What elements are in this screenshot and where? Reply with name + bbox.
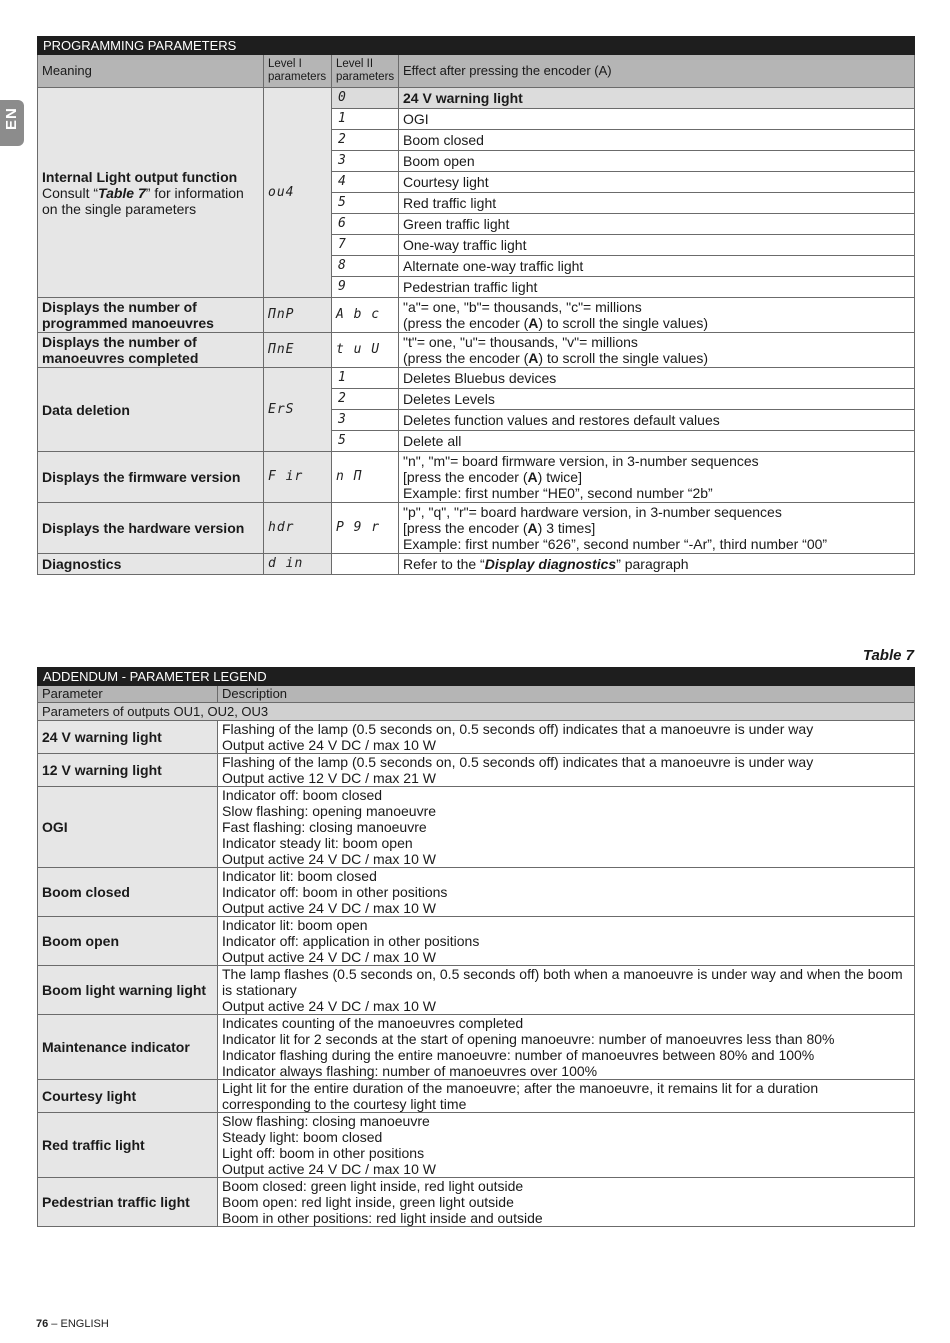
parameter-name-text: Courtesy light — [42, 1088, 137, 1104]
parameter-description — [218, 1080, 915, 1113]
header-effect: Effect after pressing the encoder (A) — [399, 55, 915, 88]
parameter-name-text: Maintenance indicator — [42, 1039, 190, 1055]
table-row — [38, 503, 915, 554]
parameter-description — [218, 917, 915, 966]
level2-code: 1 — [332, 368, 399, 389]
effect-text: "t"= one, "u"= thousands, "v"= millions — [403, 334, 638, 350]
effect-cell: Alternate one-way traffic light — [399, 256, 915, 277]
meaning-text: Data deletion — [42, 401, 130, 418]
description-line: Indicator off: boom in other positions — [222, 884, 448, 900]
effect-text: Example: first number “HE0”, second number “2b” — [403, 485, 713, 501]
header-description: Description — [218, 686, 915, 703]
level2-code: 2 — [332, 389, 399, 410]
table-row — [38, 721, 915, 754]
description-line: Boom closed: green light inside, red light outside — [222, 1178, 524, 1194]
effect-cell: Red traffic light — [399, 193, 915, 214]
light-output-meaning — [38, 88, 264, 298]
parameter-name-text: Boom open — [42, 933, 119, 949]
language-tab-label: EN — [3, 107, 20, 130]
parameter-description — [218, 1015, 915, 1080]
level1-code: ΠnE — [264, 333, 332, 368]
effect-text: ) 3 times] — [537, 520, 596, 536]
level1-code: F ir — [264, 452, 332, 503]
parameter-name — [38, 917, 218, 966]
level2-code: A b c — [332, 298, 399, 333]
effect-cell — [399, 503, 915, 554]
meaning-cell — [38, 554, 264, 575]
parameter-name — [38, 1178, 218, 1227]
parameter-name-text: Pedestrian traffic light — [42, 1194, 190, 1210]
table-caption: PROGRAMMING PARAMETERS — [38, 37, 915, 55]
table-row — [38, 333, 915, 368]
level2-code: 2 — [332, 130, 399, 151]
page-number: 76 — [36, 1318, 49, 1330]
table-row — [38, 368, 915, 389]
level2-code: 3 — [332, 410, 399, 431]
effect-text: [press the encoder ( — [403, 469, 528, 485]
level2-empty — [332, 554, 399, 575]
parameter-description — [218, 868, 915, 917]
effect-text: "p", "q", "r"= board hardware version, in 3-number sequences — [403, 504, 782, 520]
description-line: Output active 24 V DC / max 10 W — [222, 1161, 436, 1177]
effect-text: ) to scroll the single values) — [538, 315, 709, 331]
meaning-text: Displays the number of programmed manoeuvres — [42, 299, 214, 331]
parameter-name — [38, 721, 218, 754]
description-line: Output active 12 V DC / max 21 W — [222, 770, 436, 786]
table-row — [38, 868, 915, 917]
effect-cell: Delete all — [399, 431, 915, 452]
description-line: Light off: boom in other positions — [222, 1145, 425, 1161]
light-output-title: Internal Light output function — [42, 168, 238, 185]
meaning-cell — [38, 298, 264, 333]
level2-code: 7 — [332, 235, 399, 256]
table-row — [38, 917, 915, 966]
encoder-key: A — [528, 315, 539, 331]
description-line: Boom open: red light inside, green light outside — [222, 1194, 514, 1210]
table-row — [38, 1178, 915, 1227]
description-line: Boom in other positions: red light inside and outside — [222, 1210, 543, 1226]
effect-cell: One-way traffic light — [399, 235, 915, 256]
description-line: Slow flashing: closing manoeuvre — [222, 1113, 430, 1129]
table-row — [38, 452, 915, 503]
description-line: Fast flashing: closing manoeuvre — [222, 819, 427, 835]
level1-code: ErS — [264, 368, 332, 452]
footer-lang: ENGLISH — [60, 1318, 109, 1330]
level2-code: 8 — [332, 256, 399, 277]
meaning-text: Displays the number of manoeuvres completed — [42, 334, 199, 366]
description-line: Indicator always flashing: number of manoeuvres over 100% — [222, 1063, 598, 1079]
meaning-text: Consult “ — [42, 184, 99, 201]
level2-code: P 9 r — [332, 503, 399, 554]
effect-cell — [399, 298, 915, 333]
meaning-text: Diagnostics — [42, 556, 122, 572]
description-line: Indicator steady lit: boom open — [222, 835, 413, 851]
description-line: Indicator off: boom closed — [222, 787, 383, 803]
table-caption: ADDENDUM - PARAMETER LEGEND — [38, 668, 915, 686]
level1-code: ou4 — [264, 88, 332, 298]
meaning-cell — [38, 333, 264, 368]
paragraph-ref: Display diagnostics — [484, 556, 617, 572]
table-ref: Table 7 — [98, 184, 146, 201]
description-line: Output active 24 V DC / max 10 W — [222, 998, 436, 1014]
description-line: Output active 24 V DC / max 10 W — [222, 737, 436, 753]
description-line: Indicator lit for 2 seconds at the start of opening manoeuvre: number of manoeuvres less than 80% — [222, 1031, 835, 1047]
effect-text: ” paragraph — [616, 556, 689, 572]
effect-cell: Deletes function values and restores default values — [399, 410, 915, 431]
effect-text: Refer to the “ — [403, 556, 485, 572]
meaning-text: Displays the hardware version — [42, 520, 245, 536]
parameter-name-text: 24 V warning light — [42, 729, 162, 745]
effect-cell: Deletes Levels — [399, 389, 915, 410]
parameter-name-text: OGI — [42, 819, 68, 835]
table-row — [38, 1080, 915, 1113]
meaning-text: ” for information on the single parameters — [42, 184, 244, 217]
header-level2: Level II parameters — [332, 55, 399, 88]
table-row — [38, 1015, 915, 1080]
effect-text: "n", "m"= board firmware version, in 3-number sequences — [403, 453, 759, 469]
parameter-legend-table — [37, 667, 915, 1227]
encoder-key: A — [528, 350, 539, 366]
meaning-text: Displays the firmware version — [42, 469, 241, 485]
parameter-name — [38, 754, 218, 787]
table-row — [38, 554, 915, 575]
table-row — [38, 787, 915, 868]
effect-text: (press the encoder ( — [403, 350, 529, 366]
meaning-cell — [38, 368, 264, 452]
parameter-name — [38, 1080, 218, 1113]
language-tab — [0, 100, 24, 146]
parameter-description — [218, 1113, 915, 1178]
level2-code: 6 — [332, 214, 399, 235]
parameter-name-text: Boom light warning light — [42, 982, 207, 998]
effect-text: (press the encoder ( — [403, 315, 529, 331]
description-line: Output active 24 V DC / max 10 W — [222, 900, 436, 916]
effect-text: 24 V warning light — [403, 90, 523, 106]
parameter-name — [38, 1113, 218, 1178]
effect-cell — [399, 88, 915, 109]
level2-code: 1 — [332, 109, 399, 130]
effect-text: ) to scroll the single values) — [538, 350, 709, 366]
level2-code: 3 — [332, 151, 399, 172]
level2-code: 5 — [332, 431, 399, 452]
encoder-key: A — [527, 520, 538, 536]
effect-cell: Deletes Bluebus devices — [399, 368, 915, 389]
level2-code: 9 — [332, 277, 399, 298]
parameter-name-text: Red traffic light — [42, 1137, 145, 1153]
level2-code: 5 — [332, 193, 399, 214]
description-line: Steady light: boom closed — [222, 1129, 383, 1145]
effect-text: ) twice] — [537, 469, 582, 485]
parameter-name — [38, 1015, 218, 1080]
description-line: Flashing of the lamp (0.5 seconds on, 0.5 seconds off) indicates that a manoeuvre is under way — [222, 721, 814, 737]
effect-cell: Courtesy light — [399, 172, 915, 193]
footer-sep: – — [48, 1318, 61, 1330]
description-line: Indicator flashing during the entire manoeuvre: number of manoeuvres between 80% and 100% — [222, 1047, 815, 1063]
description-line: Slow flashing: opening manoeuvre — [222, 803, 437, 819]
effect-cell — [399, 333, 915, 368]
table-row — [38, 88, 915, 109]
level2-code: t u U — [332, 333, 399, 368]
header-parameter: Parameter — [38, 686, 218, 703]
effect-cell — [399, 452, 915, 503]
description-line: Indicator off: application in other positions — [222, 933, 480, 949]
parameter-name-text: Boom closed — [42, 884, 130, 900]
parameter-name — [38, 787, 218, 868]
parameter-description — [218, 754, 915, 787]
group-header: Parameters of outputs OU1, OU2, OU3 — [38, 703, 915, 721]
programming-parameters-table — [37, 36, 915, 575]
description-line: Output active 24 V DC / max 10 W — [222, 949, 436, 965]
effect-text: [press the encoder ( — [403, 520, 528, 536]
meaning-cell — [38, 452, 264, 503]
effect-cell: Pedestrian traffic light — [399, 277, 915, 298]
table7-title: Table 7 — [862, 647, 914, 664]
meaning-cell — [38, 503, 264, 554]
header-level1: Level I parameters — [264, 55, 332, 88]
table-row — [38, 1113, 915, 1178]
effect-text: Example: first number “626”, second number “-Ar”, third number “00” — [403, 536, 828, 552]
level1-code: ΠnP — [264, 298, 332, 333]
table-row — [38, 754, 915, 787]
parameter-description — [218, 966, 915, 1015]
effect-cell: Green traffic light — [399, 214, 915, 235]
header-meaning: Meaning — [38, 55, 264, 88]
description-line: Output active 24 V DC / max 10 W — [222, 851, 436, 867]
parameter-name-text: 12 V warning light — [42, 762, 162, 778]
table-row — [38, 298, 915, 333]
encoder-key: A — [527, 469, 538, 485]
parameter-name — [38, 868, 218, 917]
effect-cell: Boom closed — [399, 130, 915, 151]
parameter-description — [218, 721, 915, 754]
effect-text: "a"= one, "b"= thousands, "c"= millions — [403, 299, 642, 315]
parameter-description — [218, 1178, 915, 1227]
description-line: Flashing of the lamp (0.5 seconds on, 0.5 seconds off) indicates that a manoeuvre is under way — [222, 754, 814, 770]
effect-cell — [399, 554, 915, 575]
table-row — [38, 966, 915, 1015]
effect-cell: Boom open — [399, 151, 915, 172]
legend-rows — [38, 721, 915, 1227]
level2-code: 0 — [332, 88, 399, 109]
description-line: The lamp flashes (0.5 seconds on, 0.5 seconds off) both when a manoeuvre is under way and when the boom is stationary — [222, 966, 903, 998]
page-footer — [36, 1318, 109, 1330]
parameter-description — [218, 787, 915, 868]
description-line: Light lit for the entire duration of the manoeuvre; after the manoeuvre, it remains lit for a duration corresponding to the courtesy light time — [222, 1080, 819, 1112]
description-line: Indicator lit: boom closed — [222, 868, 377, 884]
description-line: Indicator lit: boom open — [222, 917, 368, 933]
level2-code: 4 — [332, 172, 399, 193]
level1-code: d in — [264, 554, 332, 575]
parameter-name — [38, 966, 218, 1015]
description-line: Indicates counting of the manoeuvres completed — [222, 1015, 524, 1031]
effect-cell: OGI — [399, 109, 915, 130]
level2-code: n Π — [332, 452, 399, 503]
level1-code: hdr — [264, 503, 332, 554]
